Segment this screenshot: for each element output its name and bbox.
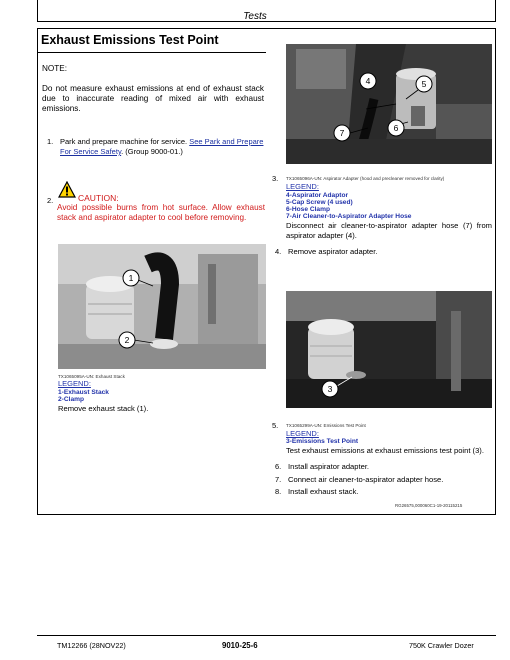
step5-legend-title: LEGEND: (286, 429, 319, 438)
callout-1: 1 (128, 273, 134, 283)
step3-text: Disconnect air cleaner-to-aspirator adapter hose (7) from aspirator adapter (4). (286, 221, 492, 240)
document-id: RG26575,000060C1-19-20115215 (395, 503, 463, 508)
legend-item-6: 6-Hose Clamp (286, 206, 330, 213)
figure-a-legend-title: LEGEND: (58, 379, 91, 388)
step1-text-before: Park and prepare machine for service. (60, 137, 188, 146)
park-prepare-safety-link[interactable]: See Park and Prepare For Service Safety (60, 137, 264, 156)
callout-4: 4 (365, 76, 371, 86)
caution-text: Avoid possible burns from hot surface. Allow exhaust stack and aspirator adapter to cool before removing. (57, 203, 265, 222)
legend-item-2: 2-Clamp (58, 396, 85, 403)
footer-manual-id: TM12266 (28NOV22) (57, 641, 126, 650)
step6-number: 6. (275, 462, 282, 471)
callout-5: 5 (421, 79, 427, 89)
legend-item-4: 4-Aspirator Adaptor (286, 192, 349, 199)
step5-text: Test exhaust emissions at exhaust emissions test point (3). (286, 446, 484, 455)
step6-text: Install aspirator adapter. (288, 462, 370, 471)
figure-a-image-id: TX1065095A-UN: Exhaust Stack (58, 374, 125, 379)
legend-item-5: 5-Cap Screw (4 used) (286, 199, 353, 206)
legend-item-3: 3-Emissions Test Point (286, 438, 359, 445)
step1-text-after: . (Group 9000-01.) (121, 147, 183, 156)
step8-text: Install exhaust stack. (288, 487, 359, 496)
callout-2: 2 (124, 335, 130, 345)
step7-number: 7. (275, 475, 282, 484)
step4-number: 4. (275, 247, 282, 256)
warning-triangle-icon (58, 181, 76, 198)
emissions-callouts (286, 291, 492, 408)
footer-machine: 750K Crawler Dozer (409, 641, 474, 650)
step3-number: 3. (272, 174, 279, 183)
exhaust-stack-callouts (58, 244, 266, 369)
step8-number: 8. (275, 487, 282, 496)
callout-6: 6 (393, 123, 399, 133)
step4-text: Remove aspirator adapter. (288, 247, 378, 256)
note-text: Do not measure exhaust emissions at end of exhaust stack due to inaccurate reading of mixed air with exhaust emissions. (42, 84, 264, 113)
step3-image-id: TX1065096A-UN: Aspirator Adapter (hood and precleaner removed for clarity) (286, 176, 445, 181)
note-label: NOTE: (42, 64, 68, 73)
aspirator-callouts (286, 44, 492, 164)
footer-rule (37, 635, 496, 636)
caution-label: CAUTION: (78, 193, 119, 203)
step7-text: Connect air cleaner-to-aspirator adapter hose. (288, 475, 444, 484)
section-title: Tests (243, 11, 267, 22)
step5-image-id: TX1065299A-UN: Emissions Test Point (286, 423, 366, 428)
heading-rule (37, 52, 266, 53)
legend-item-1: 1-Exhaust Stack (58, 389, 109, 396)
step1-number: 1. (47, 137, 54, 146)
step2-number: 2. (47, 196, 54, 205)
callout-7: 7 (339, 128, 345, 138)
footer-page-number: 9010-25-6 (222, 641, 258, 650)
step1-text (60, 137, 268, 157)
callout-3: 3 (327, 384, 333, 394)
step3-legend-title: LEGEND: (286, 182, 319, 191)
page-title: Exhaust Emissions Test Point (41, 33, 219, 47)
step5-number: 5. (272, 421, 279, 430)
legend-item-7: 7-Air Cleaner-to-Aspirator Adapter Hose (286, 213, 412, 220)
figure-a-caption: Remove exhaust stack (1). (58, 404, 149, 413)
